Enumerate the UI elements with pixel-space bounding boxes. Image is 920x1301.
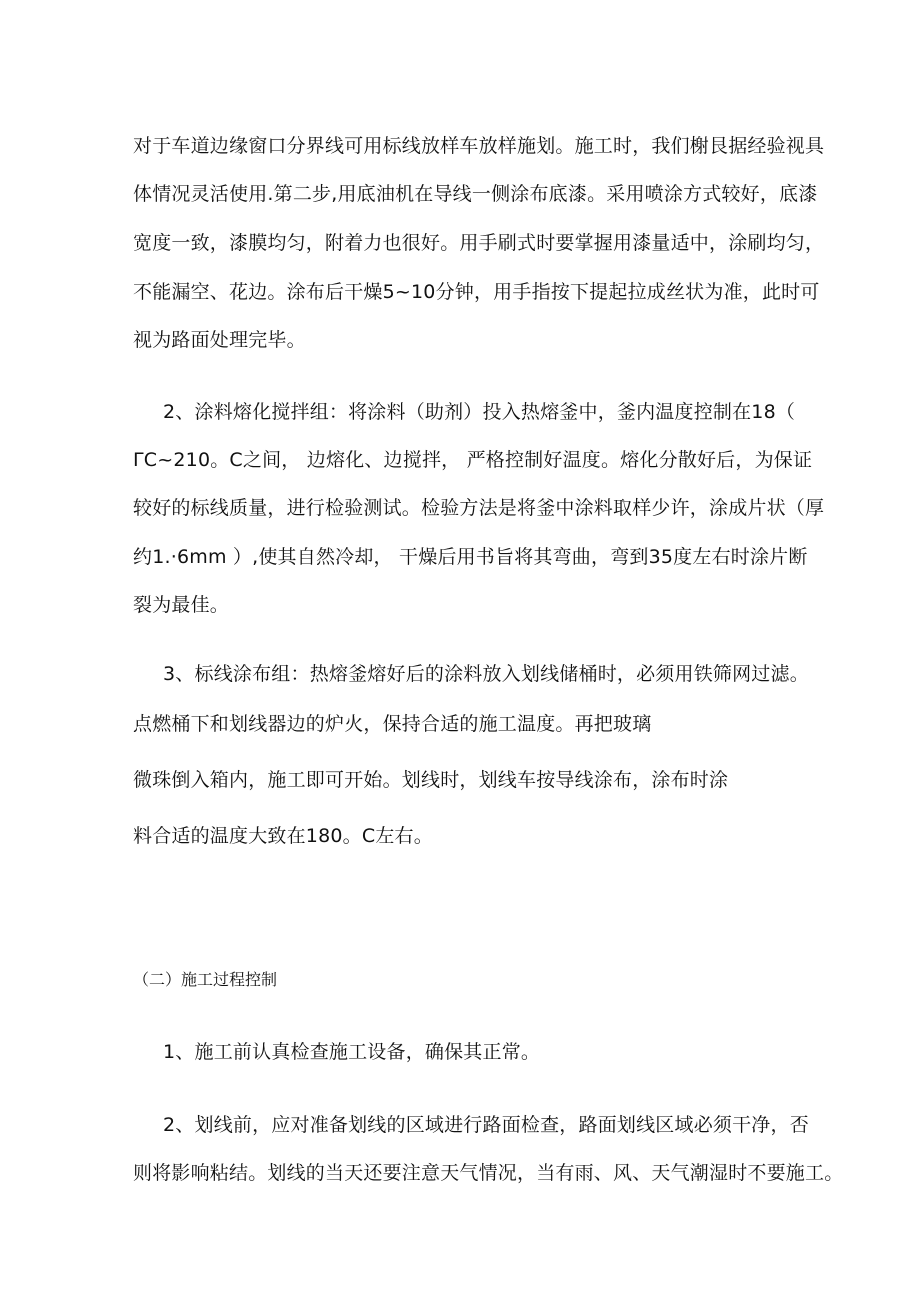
text-line: 较好的标线质量，进行检验测试。检验方法是将釜中涂料取样少许，涂成片状（厚 — [133, 497, 825, 519]
text-line: 对于车道边缘窗口分界线可用标线放样车放样施划。施工时，我们榭艮据经验视具 — [133, 135, 825, 157]
text-line: 宽度一致，漆膜均匀，附着力也很好。用手刷式时要掌握用漆量适中，涂刷均匀， — [133, 232, 825, 254]
text-line: 料合适的温度大致在180。C左右。 — [133, 825, 433, 847]
text-line: 约1.·6mm ）,使其自然冷却， 干燥后用书旨将其弯曲，弯到35度左右时涂片断 — [133, 546, 808, 568]
text-line: 点燃桶下和划线器边的炉火，保持合适的施工温度。再把玻璃 — [133, 713, 652, 735]
text-line: 裂为最佳。 — [133, 594, 230, 616]
text-line: ΓC~210。C之间， 边熔化、边搅拌， 严格控制好温度。熔化分散好后，为保证 — [133, 449, 813, 471]
text-line: 1、施工前认真检查施工设备，确保其正常。 — [163, 1041, 541, 1063]
text-line: 微珠倒入箱内，施工即可开始。划线时，划线车按导线涂布，涂布时涂 — [133, 769, 729, 791]
text-line: 2、涂料熔化搅拌组：将涂料（助剂）投入热熔釜中，釜内温度控制在18（ — [163, 401, 796, 423]
text-line: 则将影响粘结。划线的当天还要注意天气情况，当有雨、风、天气潮湿时不要施工。 — [133, 1162, 844, 1184]
text-line: 视为路面处理完毕。 — [133, 329, 306, 351]
text-line: 体情况灵活使用.第二步,用底油机在导线一侧涂布底漆。采用喷涂方式较好，底漆 — [133, 183, 818, 205]
text-line: 2、划线前，应对准备划线的区域进行路面检查，路面划线区域必须干净，否 — [163, 1114, 809, 1136]
text-line: 不能漏空、花边。涂布后干燥5~10分钟，用手指按下提起拉成丝状为准，此时可 — [133, 281, 820, 303]
text-line: 3、标线涂布组：热熔釜熔好后的涂料放入划线储桶时，必须用铁筛网过滤。 — [163, 663, 809, 685]
section-heading: （二）施工过程控制 — [133, 970, 278, 989]
